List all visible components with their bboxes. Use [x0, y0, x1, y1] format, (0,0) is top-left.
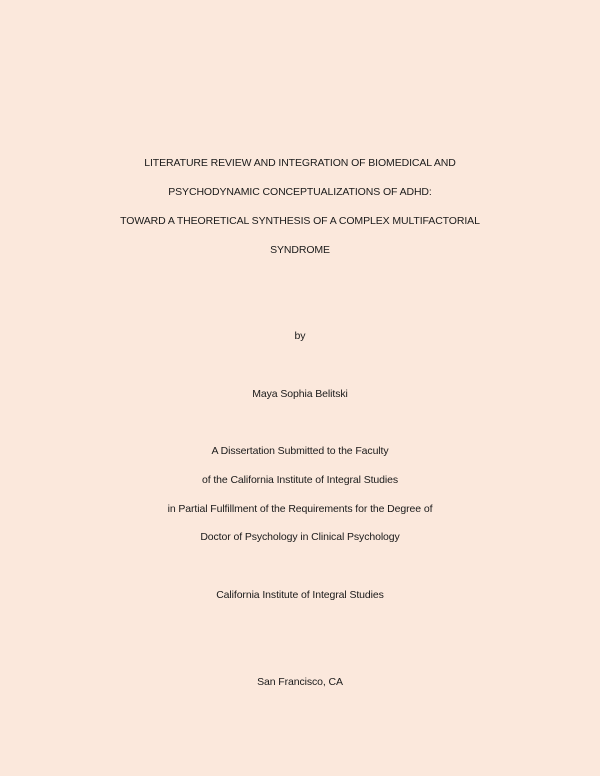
submission-line-1: A Dissertation Submitted to the Faculty: [211, 445, 389, 457]
institution-name: California Institute of Integral Studies: [216, 589, 384, 601]
title-line-3: TOWARD A THEORETICAL SYNTHESIS OF A COMPLEX MULTIFACTORIAL: [120, 215, 480, 227]
title-line-1: LITERATURE REVIEW AND INTEGRATION OF BIOMEDICAL AND: [144, 157, 456, 169]
submission-line-3: in Partial Fulfillment of the Requirements for the Degree of: [167, 503, 433, 515]
title-line-4: SYNDROME: [270, 244, 330, 256]
submission-line-4: Doctor of Psychology in Clinical Psychology: [200, 531, 400, 543]
title-line-2: PSYCHODYNAMIC CONCEPTUALIZATIONS OF ADHD:: [168, 186, 432, 198]
submission-line-2: of the California Institute of Integral Studies: [201, 474, 399, 486]
author-name: Maya Sophia Belitski: [252, 388, 348, 400]
by-label: by: [294, 330, 306, 342]
location: San Francisco, CA: [257, 676, 343, 688]
